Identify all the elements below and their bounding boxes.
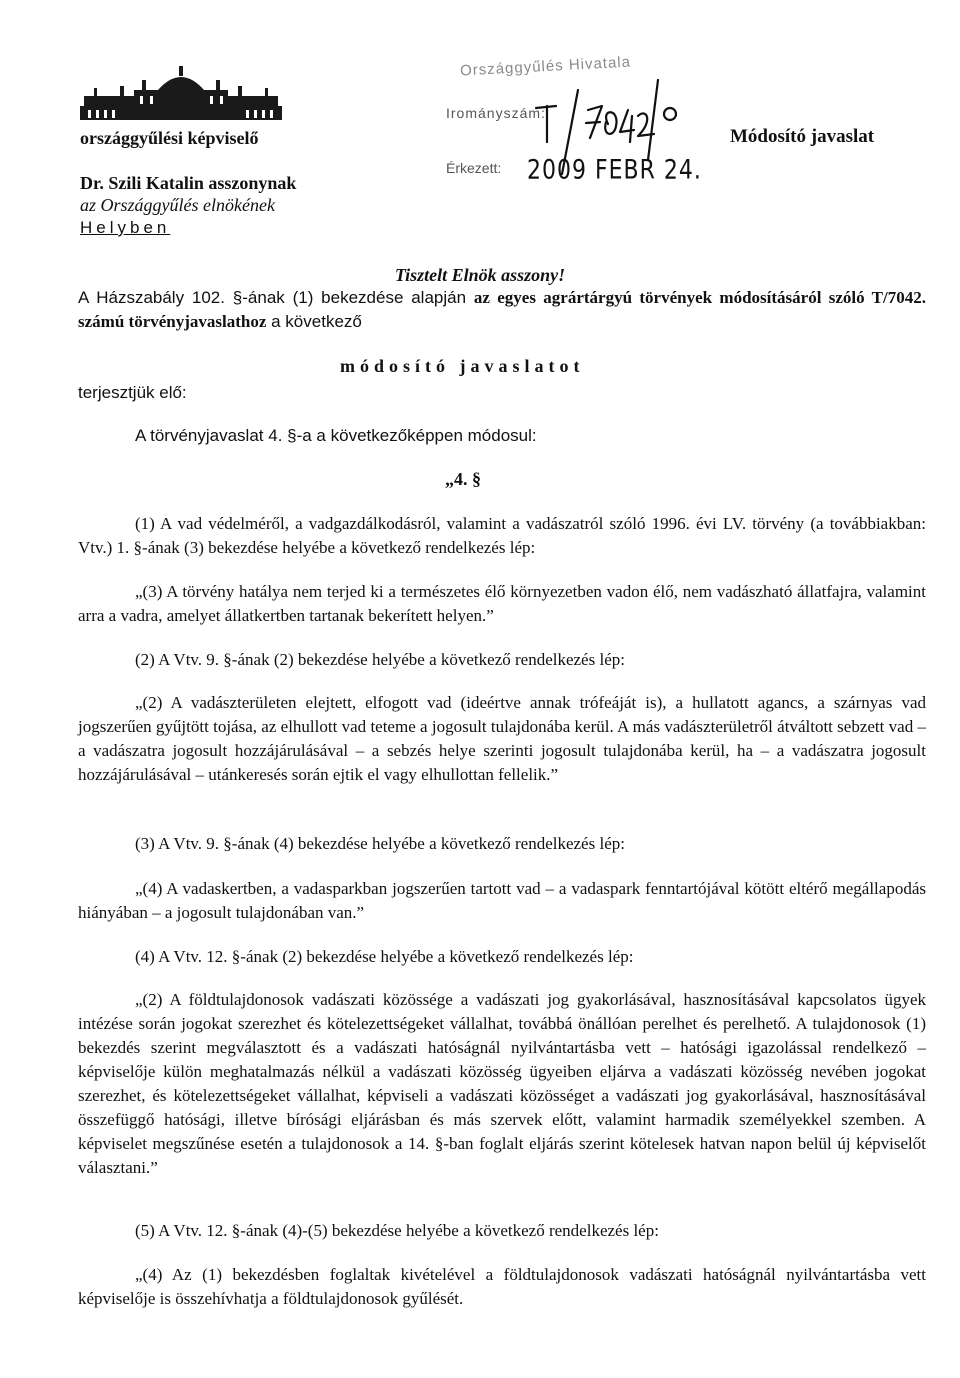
amendment-line: A törvényjavaslat 4. §-a a következőképpen módosul: — [135, 426, 537, 445]
parliament-building-logo-icon — [80, 66, 282, 120]
paragraph-2: (2) A Vtv. 9. §-ának (2) bekezdése helyébe a következő rendelkezés lép: — [135, 650, 625, 669]
representative-title: országgyűlési képviselő — [80, 128, 259, 148]
stamp-office: Országgyűlés Hivatala — [459, 53, 632, 80]
quote-5: „(4) Az (1) bekezdésben foglaltak kivételével a földtulajdonosok vadászati hatóságnál nyilvántartásba vett képviselője is összehívhatja a földtulajdonosok gyűlését. — [78, 1265, 926, 1308]
quote-4: „(2) A földtulajdonosok vadászati közössége a vadászati jog gyakorlásával, hasznosításával kapcsolatos ügyek intézése során jogokat szerezhet és kötelezettségeket vállalhat, továbbá önállóan perelhet és perelhető. A tulajdonosok (1) bekezdés szerint megválasztott és a vadászati hatóságnál nyilvántartásba vett – hatósági igazolással rendelkező – képviselője külön meghatalmazás nélkül a vadászati közösség ügyeiben eljárva a vadászati közösség nevében jogokat szerezhet, és kötelezettségeket vállalhat, képviseli a vadászati közösséget a vadászati jog gyakorlásával, hasznosításával összefüggő hatósági, illetve bírósági eljárásban és más szervek előtt, valamint harmadik személyekkel szemben. A képviselet megszűnése esetén a tulajdonosok a 14. §-ban foglalt eljárás szerint kötelesek hatvan napon belül új képviselőt választani.” — [78, 990, 926, 1177]
intro-text-c: a következő — [266, 312, 362, 331]
stamp-received-label: Érkezett: — [446, 160, 502, 176]
intro-paragraph — [78, 286, 926, 334]
paragraph-5: (5) A Vtv. 12. §-ának (4)-(5) bekezdése helyébe a következő rendelkezés lép: — [135, 1221, 659, 1240]
present-line: terjesztjük elő: — [78, 383, 187, 402]
addressee-place: Helyben — [80, 218, 171, 237]
intro-text-a: A Házszabály 102. §-ának (1) bekezdése alapján — [78, 288, 474, 307]
addressee-role: az Országgyűlés elnökének — [80, 195, 275, 215]
stamp-registration-label: Irományszám: — [446, 105, 546, 121]
paragraph-4: (4) A Vtv. 12. §-ának (2) bekezdése helyébe a következő rendelkezés lép: — [135, 947, 634, 966]
section-number: „4. § — [445, 469, 481, 489]
bill-title: az egyes agrártárgyú törvények módosításáról szóló T/7042. számú törvényjavaslathoz — [78, 288, 926, 331]
paragraph-3: (3) A Vtv. 9. §-ának (4) bekezdése helyébe a következő rendelkezés lép: — [135, 834, 625, 853]
proposal-word: módosító javaslatot — [340, 356, 585, 376]
stamp-date: 2009 FEBR 24. — [527, 155, 702, 186]
quote-1: „(3) A törvény hatálya nem terjed ki a természetes élő környezetben vadon élő, nem vadászható állatfajra, valamint arra a vadra, amelyet állatkertben tartanak bekerített helyen.” — [78, 582, 926, 625]
paragraph-1: (1) A vad védelméről, a vadgazdálkodásról, valamint a vadászatról szóló 1996. évi LV. törvény (a továbbiakban: Vtv.) 1. §-ának (3) bekezdése helyébe a következő rendelkezés lép: — [78, 514, 926, 557]
addressee-name: Dr. Szili Katalin asszonynak — [80, 173, 297, 193]
quote-2: „(2) A vadászterületen elejtett, elfogott vad (ideértve annak trófeáját is), a hullatott agancs, a szárnyas vad jogszerűen gyűjtött tojása, az elhullott vad teteme a jogosult tulajdonába kerül. A más vadászterületről átváltott sebzett vad – a vadászatra jogosult hozzájárulásával – a sebzés helye szerinti jogosult tulajdonába kerül, ha – a vadászatra jogosult hozzájárulásával – utánkeresés során ejtik el vagy elhullottan fellelik.” — [78, 693, 926, 784]
quote-3: „(4) A vadaskertben, a vadasparkban jogszerűen tartott vad – a vadaspark fenntartójával kötött eltérő megállapodás hiányában – a jogosult tulajdonában van.” — [78, 879, 926, 922]
document-type: Módosító javaslat — [730, 126, 875, 147]
salutation: Tisztelt Elnök asszony! — [394, 265, 566, 285]
